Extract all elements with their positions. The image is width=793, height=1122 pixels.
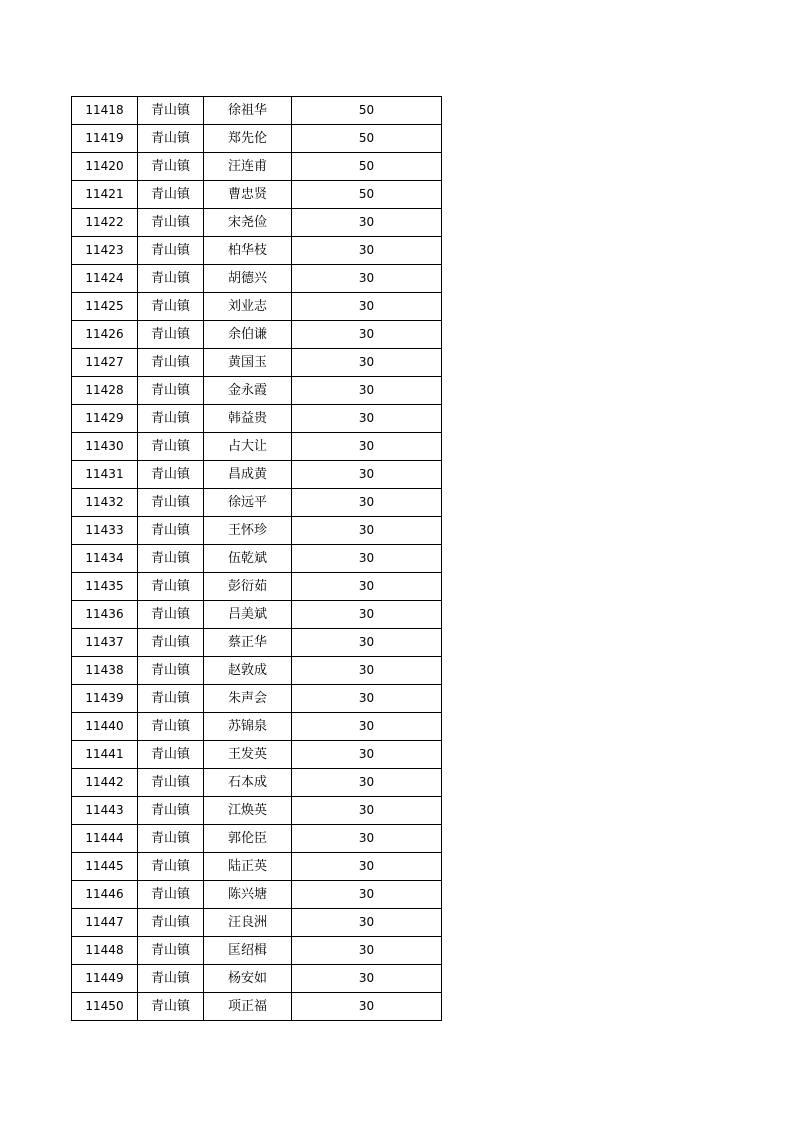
cell-town: 青山镇 — [138, 461, 204, 489]
cell-town: 青山镇 — [138, 657, 204, 685]
cell-town: 青山镇 — [138, 489, 204, 517]
cell-town: 青山镇 — [138, 377, 204, 405]
table-row — [72, 937, 442, 965]
table-row — [72, 965, 442, 993]
table-row — [72, 657, 442, 685]
table-row — [72, 769, 442, 797]
cell-name: 王发英 — [204, 741, 292, 769]
cell-amount: 30 — [292, 965, 442, 993]
cell-name: 蔡正华 — [204, 629, 292, 657]
table-row — [72, 881, 442, 909]
cell-id: 11433 — [72, 517, 138, 545]
cell-id: 11450 — [72, 993, 138, 1021]
cell-amount: 30 — [292, 573, 442, 601]
cell-name: 刘业志 — [204, 293, 292, 321]
table-row — [72, 853, 442, 881]
cell-town: 青山镇 — [138, 629, 204, 657]
record-table-body — [72, 97, 442, 1021]
cell-town: 青山镇 — [138, 433, 204, 461]
cell-town: 青山镇 — [138, 853, 204, 881]
cell-name: 朱声会 — [204, 685, 292, 713]
cell-id: 11420 — [72, 153, 138, 181]
cell-id: 11434 — [72, 545, 138, 573]
cell-town: 青山镇 — [138, 125, 204, 153]
cell-town: 青山镇 — [138, 181, 204, 209]
cell-amount: 30 — [292, 741, 442, 769]
cell-name: 石本成 — [204, 769, 292, 797]
table-row — [72, 825, 442, 853]
table-row — [72, 97, 442, 125]
cell-name: 金永霞 — [204, 377, 292, 405]
cell-amount: 30 — [292, 769, 442, 797]
cell-amount: 30 — [292, 433, 442, 461]
cell-id: 11427 — [72, 349, 138, 377]
cell-id: 11439 — [72, 685, 138, 713]
cell-town: 青山镇 — [138, 349, 204, 377]
table-row — [72, 573, 442, 601]
cell-town: 青山镇 — [138, 321, 204, 349]
cell-amount: 30 — [292, 825, 442, 853]
cell-amount: 30 — [292, 601, 442, 629]
cell-id: 11438 — [72, 657, 138, 685]
cell-amount: 30 — [292, 713, 442, 741]
cell-id: 11429 — [72, 405, 138, 433]
cell-name: 宋尧俭 — [204, 209, 292, 237]
cell-id: 11445 — [72, 853, 138, 881]
table-row — [72, 349, 442, 377]
cell-name: 陆正英 — [204, 853, 292, 881]
cell-amount: 30 — [292, 909, 442, 937]
cell-amount: 30 — [292, 629, 442, 657]
cell-id: 11443 — [72, 797, 138, 825]
cell-id: 11423 — [72, 237, 138, 265]
cell-amount: 30 — [292, 517, 442, 545]
cell-town: 青山镇 — [138, 517, 204, 545]
cell-amount: 30 — [292, 377, 442, 405]
cell-name: 吕美斌 — [204, 601, 292, 629]
cell-name: 汪连甫 — [204, 153, 292, 181]
cell-amount: 30 — [292, 405, 442, 433]
cell-name: 苏锦泉 — [204, 713, 292, 741]
cell-name: 彭衍茹 — [204, 573, 292, 601]
cell-town: 青山镇 — [138, 937, 204, 965]
cell-id: 11441 — [72, 741, 138, 769]
cell-name: 余伯谦 — [204, 321, 292, 349]
cell-id: 11437 — [72, 629, 138, 657]
cell-id: 11436 — [72, 601, 138, 629]
cell-amount: 30 — [292, 265, 442, 293]
cell-id: 11440 — [72, 713, 138, 741]
cell-id: 11432 — [72, 489, 138, 517]
cell-id: 11421 — [72, 181, 138, 209]
cell-town: 青山镇 — [138, 965, 204, 993]
table-row — [72, 293, 442, 321]
table-row — [72, 741, 442, 769]
cell-town: 青山镇 — [138, 573, 204, 601]
cell-town: 青山镇 — [138, 993, 204, 1021]
table-row — [72, 601, 442, 629]
table-row — [72, 545, 442, 573]
table-row — [72, 153, 442, 181]
cell-name: 徐祖华 — [204, 97, 292, 125]
cell-town: 青山镇 — [138, 741, 204, 769]
cell-id: 11419 — [72, 125, 138, 153]
cell-name: 曹忠贤 — [204, 181, 292, 209]
cell-amount: 30 — [292, 881, 442, 909]
cell-name: 江焕英 — [204, 797, 292, 825]
cell-town: 青山镇 — [138, 881, 204, 909]
cell-town: 青山镇 — [138, 405, 204, 433]
cell-id: 11431 — [72, 461, 138, 489]
table-row — [72, 377, 442, 405]
cell-name: 杨安如 — [204, 965, 292, 993]
cell-town: 青山镇 — [138, 293, 204, 321]
table-row — [72, 405, 442, 433]
cell-name: 徐远平 — [204, 489, 292, 517]
cell-town: 青山镇 — [138, 909, 204, 937]
cell-amount: 30 — [292, 461, 442, 489]
cell-id: 11435 — [72, 573, 138, 601]
cell-name: 王怀珍 — [204, 517, 292, 545]
cell-town: 青山镇 — [138, 209, 204, 237]
cell-amount: 30 — [292, 237, 442, 265]
cell-amount: 30 — [292, 349, 442, 377]
table-row — [72, 517, 442, 545]
cell-id: 11428 — [72, 377, 138, 405]
cell-id: 11424 — [72, 265, 138, 293]
cell-amount: 30 — [292, 797, 442, 825]
cell-amount: 50 — [292, 125, 442, 153]
cell-amount: 30 — [292, 657, 442, 685]
cell-name: 赵敦成 — [204, 657, 292, 685]
cell-town: 青山镇 — [138, 545, 204, 573]
table-row — [72, 265, 442, 293]
cell-amount: 30 — [292, 545, 442, 573]
cell-town: 青山镇 — [138, 153, 204, 181]
record-table — [71, 96, 442, 1021]
table-row — [72, 181, 442, 209]
cell-name: 郑先伦 — [204, 125, 292, 153]
cell-id: 11444 — [72, 825, 138, 853]
table-row — [72, 685, 442, 713]
table-row — [72, 909, 442, 937]
cell-town: 青山镇 — [138, 97, 204, 125]
cell-town: 青山镇 — [138, 713, 204, 741]
cell-amount: 30 — [292, 685, 442, 713]
cell-amount: 50 — [292, 97, 442, 125]
table-row — [72, 993, 442, 1021]
cell-name: 匡绍楫 — [204, 937, 292, 965]
table-row — [72, 461, 442, 489]
cell-amount: 50 — [292, 153, 442, 181]
cell-town: 青山镇 — [138, 237, 204, 265]
table-row — [72, 321, 442, 349]
cell-id: 11446 — [72, 881, 138, 909]
cell-id: 11422 — [72, 209, 138, 237]
cell-amount: 50 — [292, 181, 442, 209]
cell-id: 11442 — [72, 769, 138, 797]
cell-name: 胡德兴 — [204, 265, 292, 293]
table-row — [72, 433, 442, 461]
cell-amount: 30 — [292, 853, 442, 881]
cell-name: 占大让 — [204, 433, 292, 461]
cell-name: 汪良洲 — [204, 909, 292, 937]
table-row — [72, 797, 442, 825]
cell-amount: 30 — [292, 321, 442, 349]
cell-id: 11418 — [72, 97, 138, 125]
cell-town: 青山镇 — [138, 265, 204, 293]
table-row — [72, 713, 442, 741]
cell-town: 青山镇 — [138, 769, 204, 797]
cell-name: 柏华枝 — [204, 237, 292, 265]
cell-name: 韩益贵 — [204, 405, 292, 433]
table-row — [72, 125, 442, 153]
cell-name: 郭伦臣 — [204, 825, 292, 853]
cell-id: 11425 — [72, 293, 138, 321]
cell-name: 项正福 — [204, 993, 292, 1021]
cell-name: 昌成黄 — [204, 461, 292, 489]
cell-amount: 30 — [292, 293, 442, 321]
table-row — [72, 489, 442, 517]
cell-town: 青山镇 — [138, 601, 204, 629]
cell-town: 青山镇 — [138, 797, 204, 825]
cell-amount: 30 — [292, 993, 442, 1021]
cell-name: 伍乾斌 — [204, 545, 292, 573]
cell-id: 11449 — [72, 965, 138, 993]
cell-town: 青山镇 — [138, 825, 204, 853]
table-row — [72, 629, 442, 657]
cell-id: 11426 — [72, 321, 138, 349]
cell-id: 11447 — [72, 909, 138, 937]
cell-name: 黄国玉 — [204, 349, 292, 377]
table-row — [72, 209, 442, 237]
cell-id: 11448 — [72, 937, 138, 965]
cell-name: 陈兴塘 — [204, 881, 292, 909]
cell-amount: 30 — [292, 937, 442, 965]
cell-amount: 30 — [292, 489, 442, 517]
cell-amount: 30 — [292, 209, 442, 237]
table-row — [72, 237, 442, 265]
cell-id: 11430 — [72, 433, 138, 461]
cell-town: 青山镇 — [138, 685, 204, 713]
